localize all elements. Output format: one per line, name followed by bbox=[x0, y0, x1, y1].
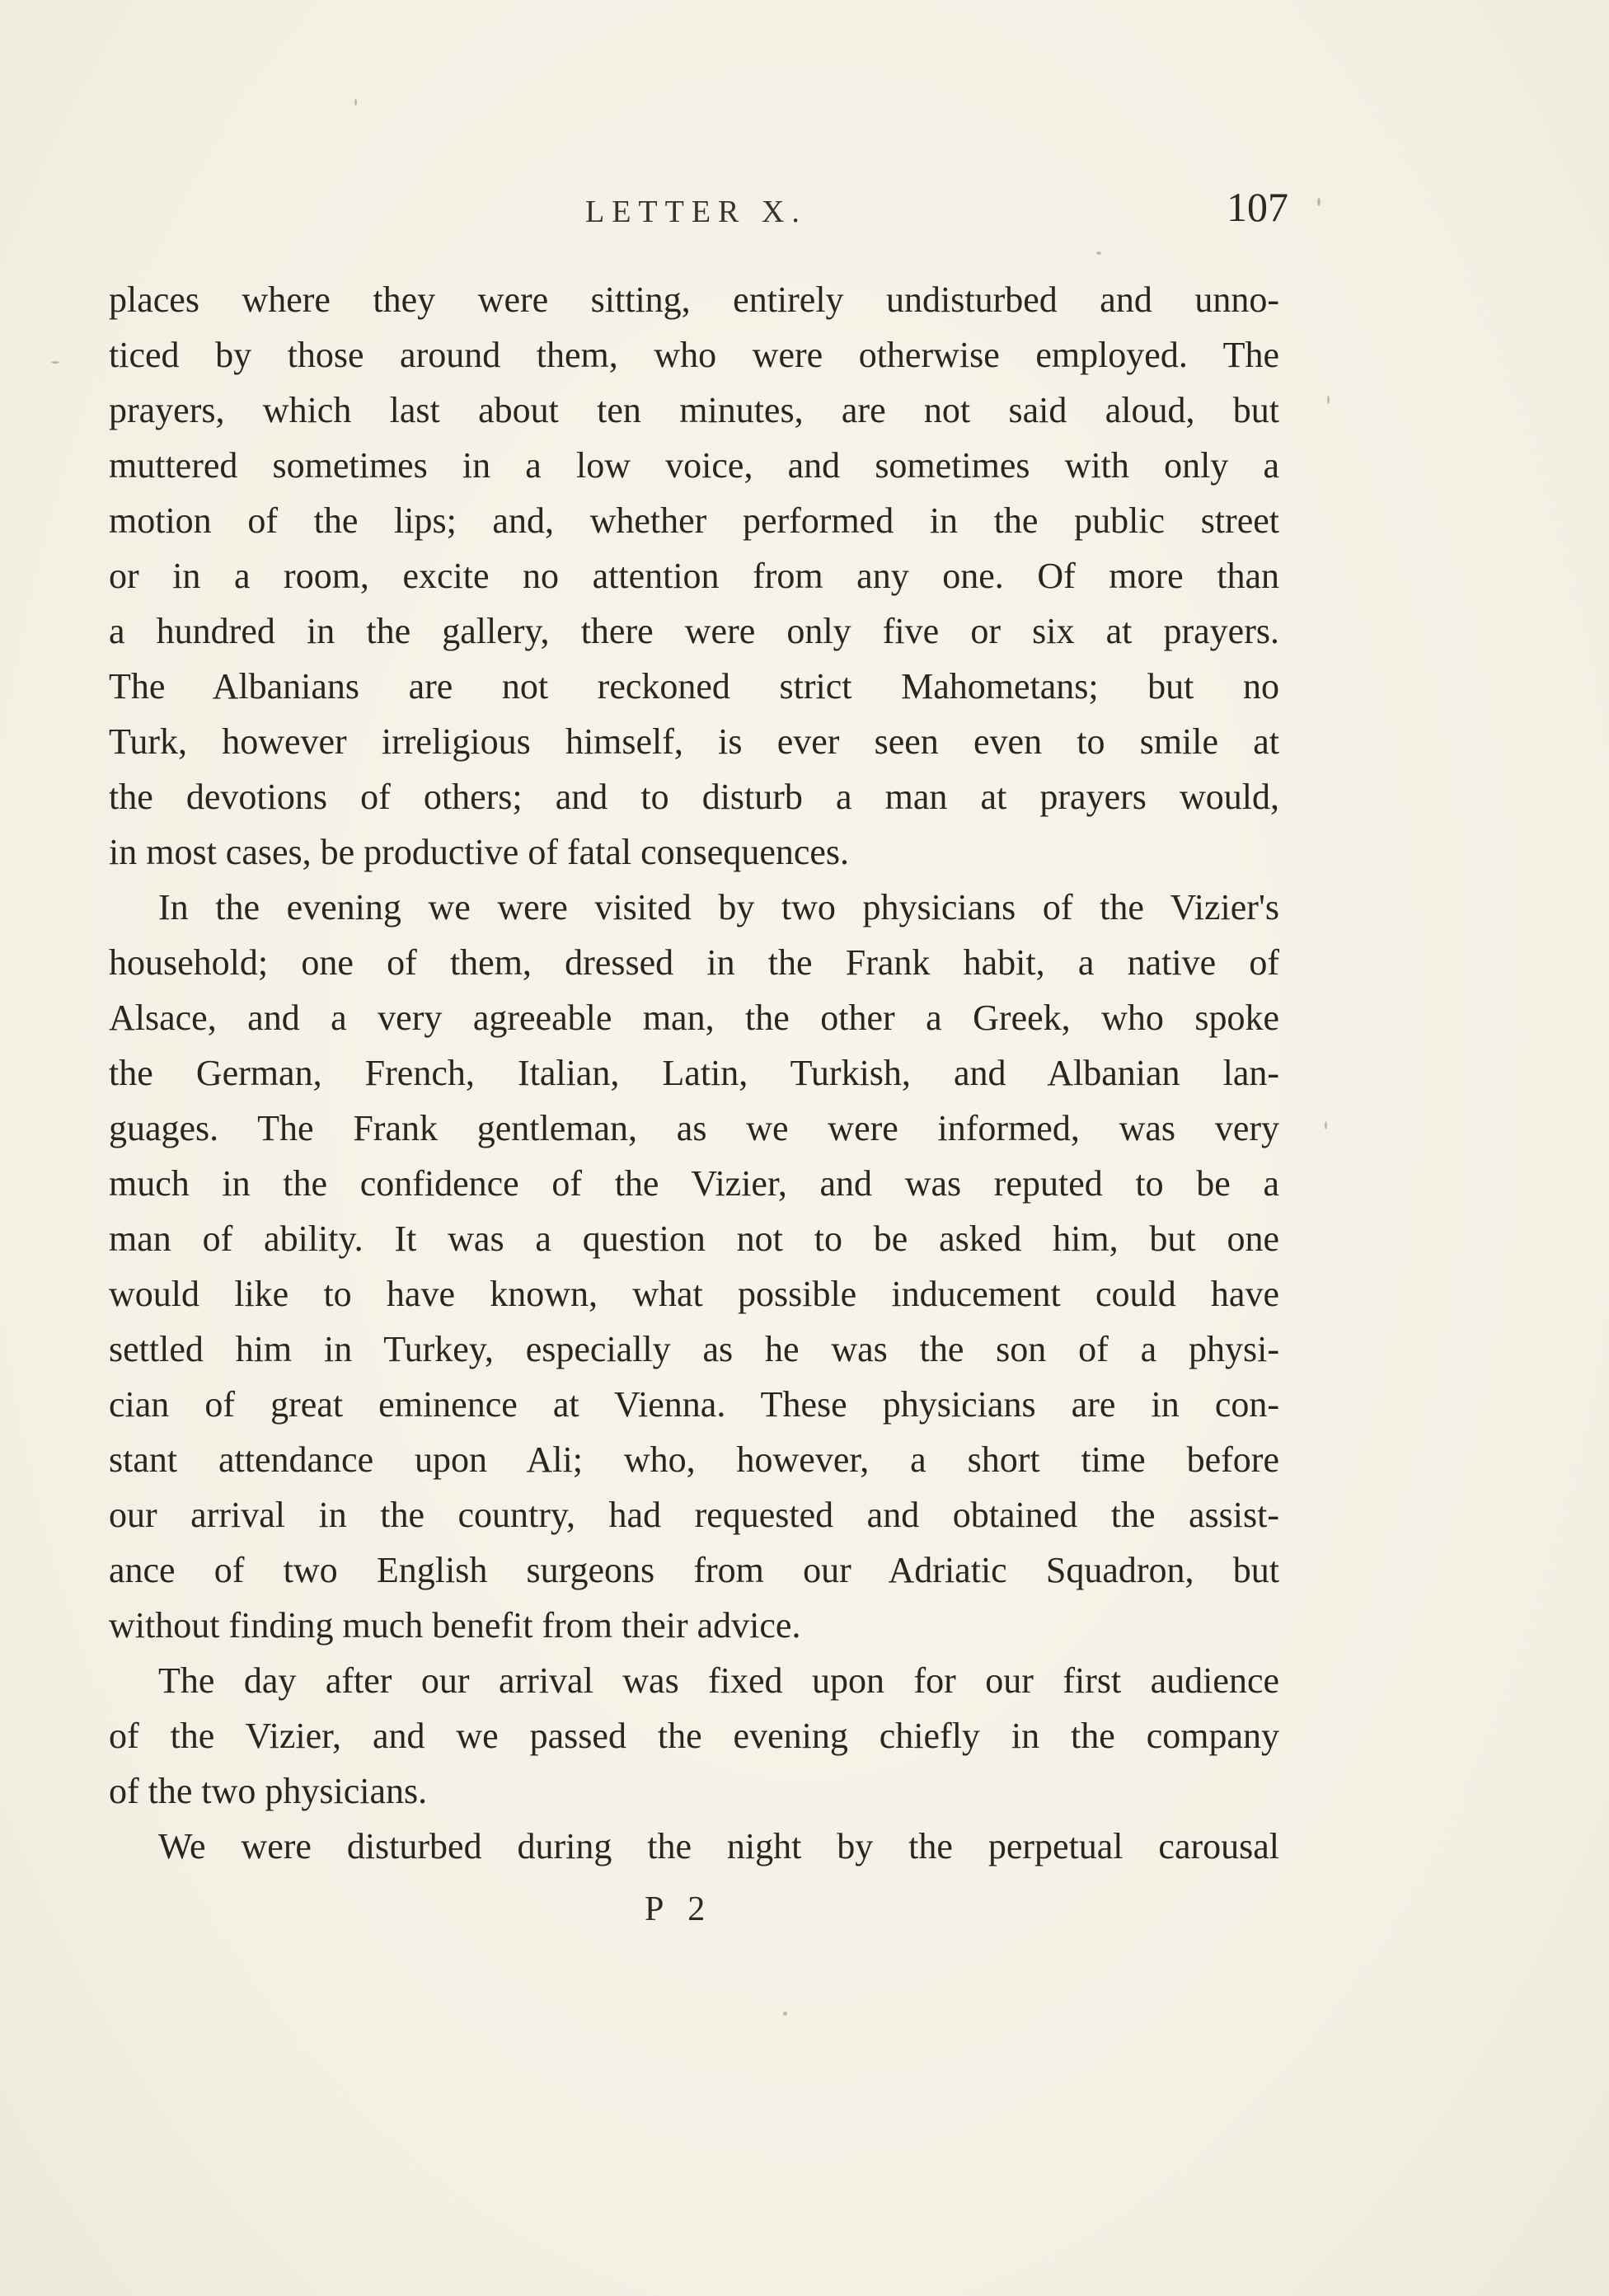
page-number: 107 bbox=[1227, 184, 1288, 230]
paper-speck bbox=[1325, 1121, 1327, 1129]
text-line: ance of two English surgeons from our Adriatic Squadron, but bbox=[109, 1550, 1279, 1590]
paper-speck bbox=[783, 2012, 787, 2016]
paper-speck bbox=[354, 99, 357, 106]
text-line: cian of great eminence at Vienna. These physicians are in con- bbox=[109, 1384, 1279, 1425]
text-line: our arrival in the country, had requested and obtained the assist- bbox=[109, 1495, 1279, 1535]
text-line: the devotions of others; and to disturb a man at prayers would, bbox=[109, 777, 1279, 817]
text-line: prayers, which last about ten minutes, are not said aloud, but bbox=[109, 390, 1279, 430]
paper-speck bbox=[1327, 396, 1330, 404]
text-line: the German, French, Italian, Latin, Turkish, and Albanian lan- bbox=[109, 1053, 1279, 1093]
body-text bbox=[109, 272, 1279, 1874]
running-head: LETTER X. bbox=[585, 195, 807, 229]
text-line: of the Vizier, and we passed the evening chiefly in the company bbox=[109, 1716, 1279, 1756]
text-line: without finding much benefit from their advice. bbox=[109, 1605, 801, 1646]
text-line: muttered sometimes in a low voice, and sometimes with only a bbox=[109, 445, 1279, 486]
text-line: guages. The Frank gentleman, as we were informed, was very bbox=[109, 1108, 1279, 1148]
text-line: in most cases, be productive of fatal consequences. bbox=[109, 832, 850, 872]
text-line: man of ability. It was a question not to be asked him, but one bbox=[109, 1218, 1279, 1259]
text-line: or in a room, excite no attention from any one. Of more than bbox=[109, 556, 1279, 596]
text-line: of the two physicians. bbox=[109, 1771, 428, 1811]
paper-speck bbox=[1096, 251, 1101, 255]
text-line: Alsace, and a very agreeable man, the other a Greek, who spoke bbox=[109, 998, 1279, 1038]
text-line: motion of the lips; and, whether performed in the public street bbox=[109, 500, 1279, 541]
paper-speck bbox=[1317, 198, 1321, 206]
text-line: household; one of them, dressed in the Frank habit, a native of bbox=[109, 942, 1279, 983]
paper-speck bbox=[51, 361, 59, 364]
text-line: The Albanians are not reckoned strict Mahometans; but no bbox=[109, 666, 1279, 707]
text-line: a hundred in the gallery, there were only five or six at prayers. bbox=[109, 611, 1279, 651]
text-line: places where they were sitting, entirely undisturbed and unno- bbox=[109, 279, 1279, 320]
paragraph-start-line: In the evening we were visited by two physicians of the Vizier's bbox=[158, 887, 1279, 927]
paragraph-start-line: The day after our arrival was fixed upon for our first audience bbox=[158, 1660, 1279, 1701]
text-line: stant attendance upon Ali; who, however, a short time before bbox=[109, 1439, 1279, 1480]
paragraph-start-line: We were disturbed during the night by the perpetual carousal bbox=[158, 1826, 1279, 1866]
text-line: much in the confidence of the Vizier, and was reputed to be a bbox=[109, 1163, 1279, 1204]
text-line: Turk, however irreligious himself, is ever seen even to smile at bbox=[109, 721, 1279, 762]
signature-mark: P 2 bbox=[645, 1890, 714, 1928]
text-line: ticed by those around them, who were otherwise employed. The bbox=[109, 335, 1279, 375]
text-line: settled him in Turkey, especially as he was the son of a physi- bbox=[109, 1329, 1279, 1369]
text-line: would like to have known, what possible inducement could have bbox=[109, 1274, 1279, 1314]
